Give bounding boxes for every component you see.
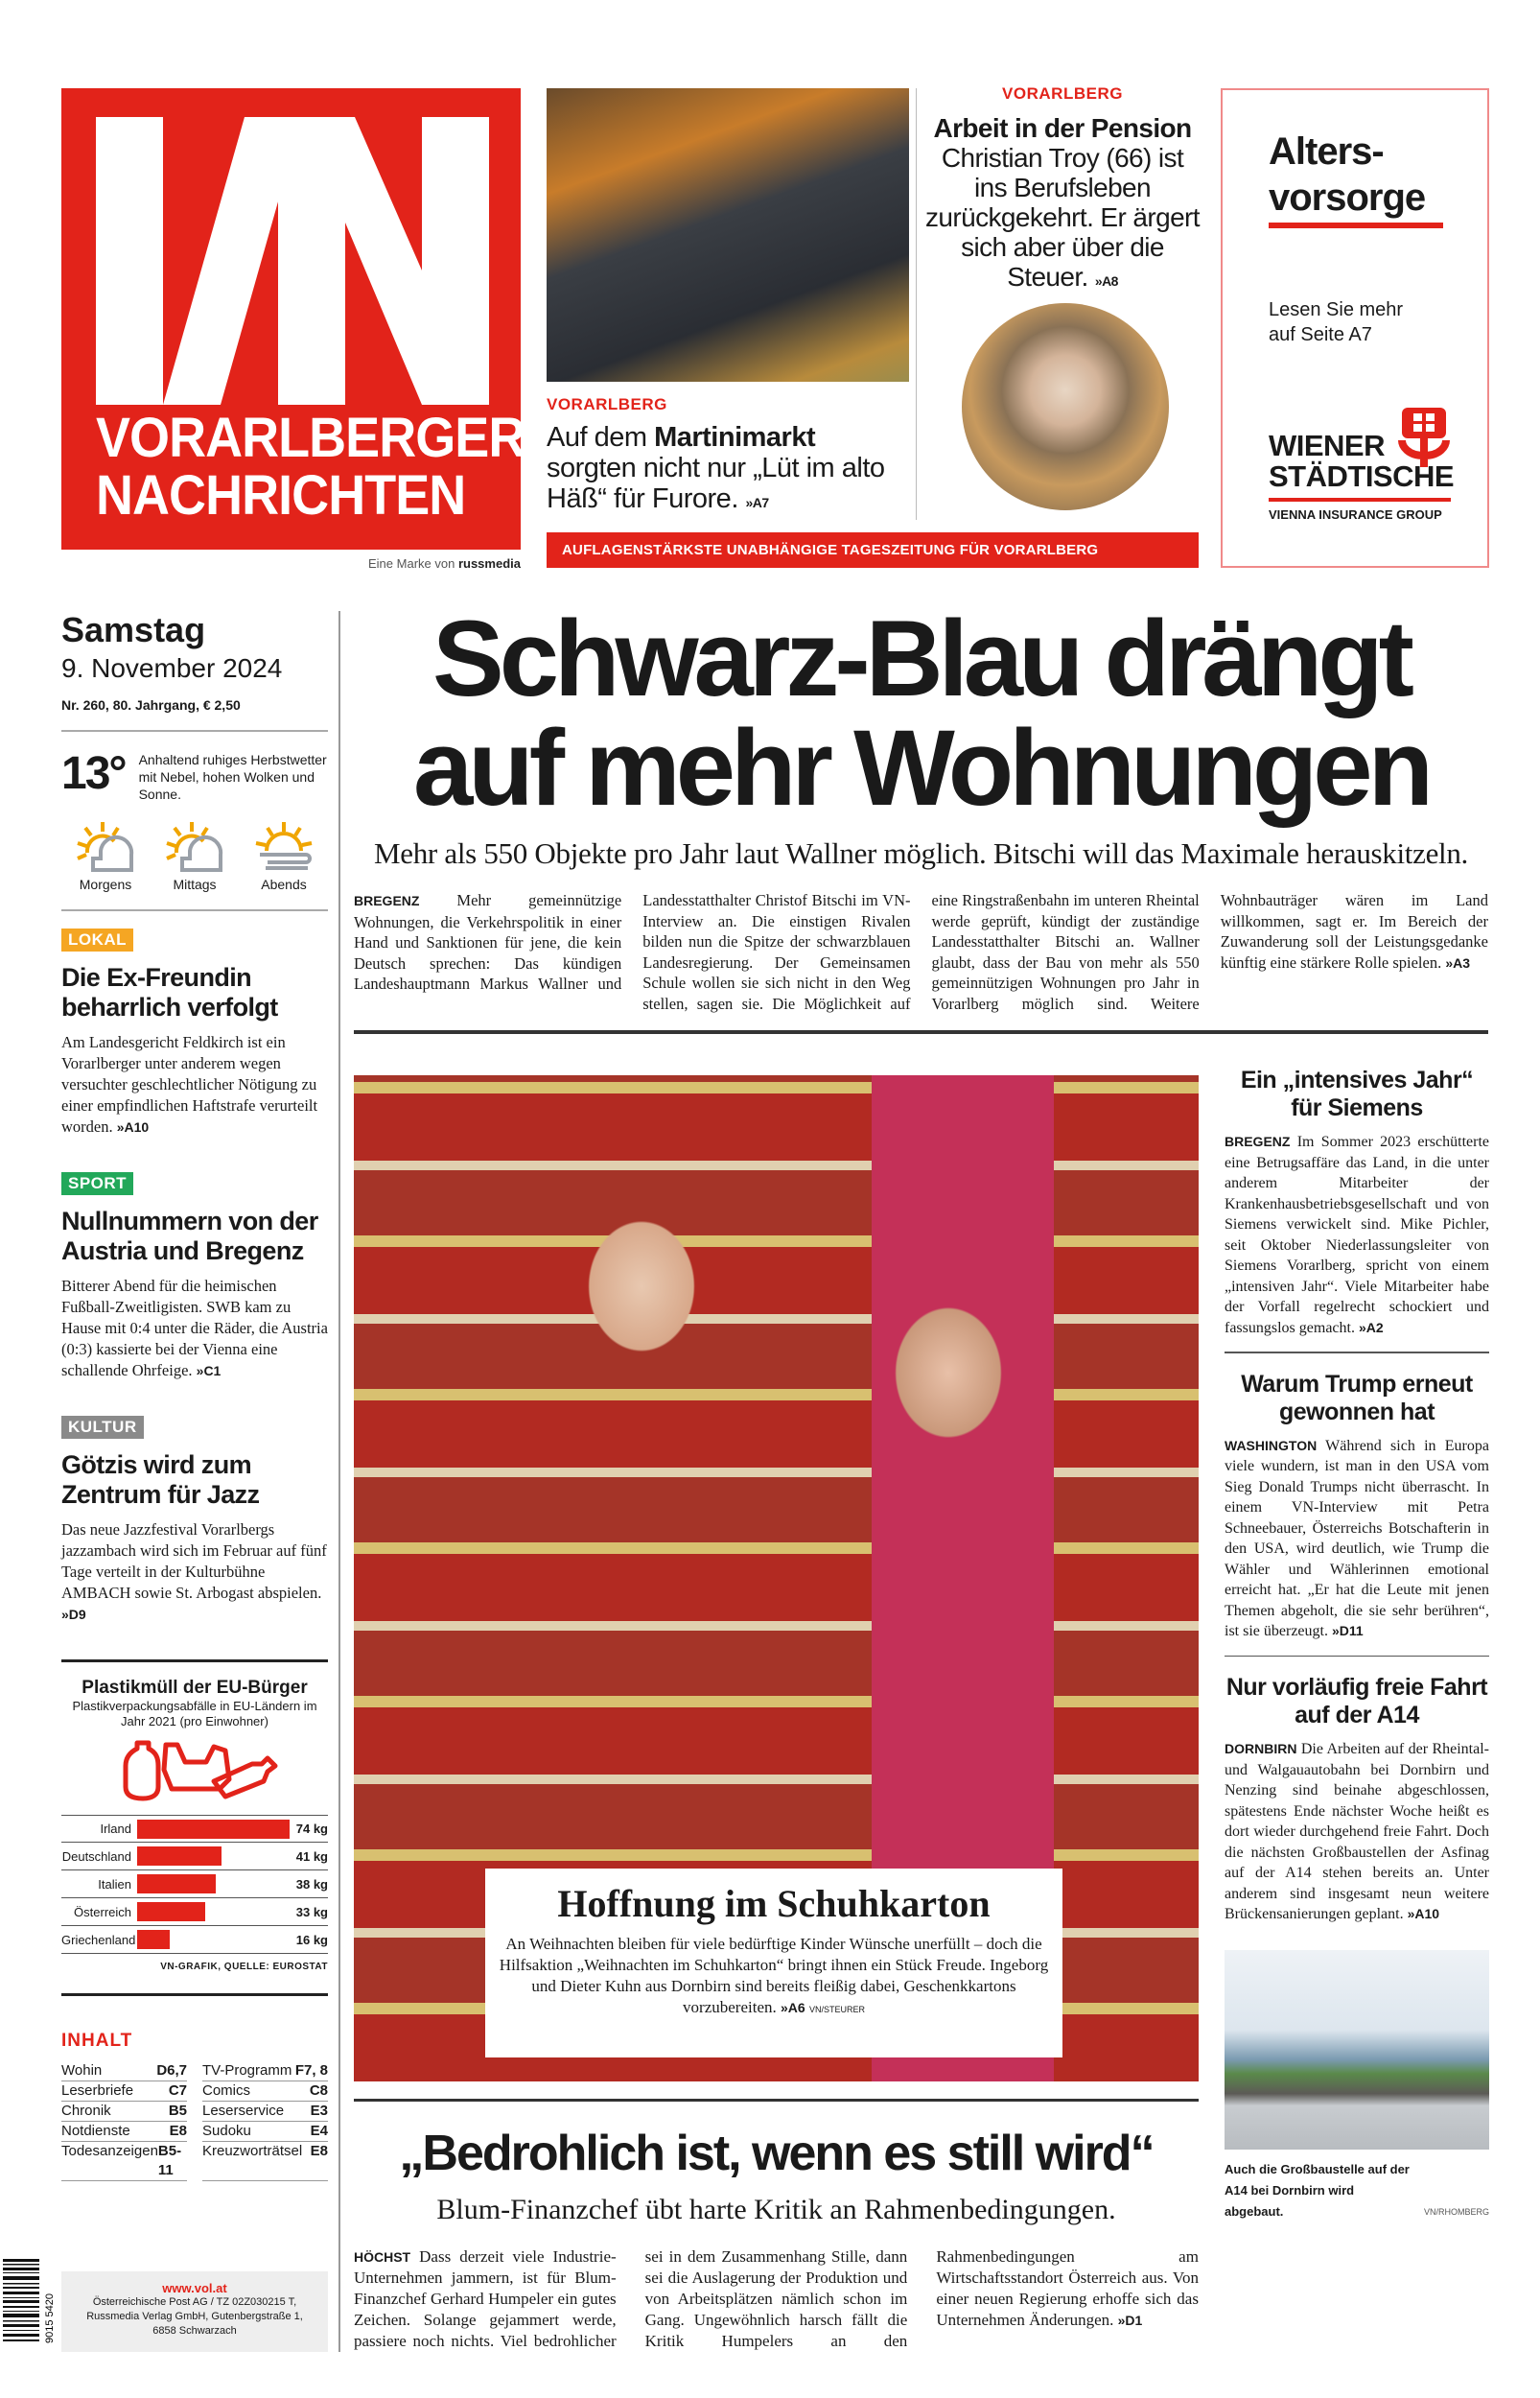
contents-item[interactable]: Wohin D6,7 [61, 2061, 187, 2081]
right-story[interactable] [1225, 1067, 1489, 1353]
barcode-icon [3, 2259, 58, 2345]
lead-subheadline: Mehr als 550 Objekte pro Jahr laut Wallner möglich. Bitschi will das Maximale herauskitzeln. [373, 836, 1469, 870]
photo-story-caption[interactable]: Hoffnung im Schuhkarton An Weihnachten bleiben für viele bedürftige Kinder Wünsche unerfüllt – doch die Hilfsaktion „Weihnachten im Schuhkarton“ bringt ihnen ein Stück Freude. Ingeborg und Dieter Kuhn aus Dornbirn sind bereits fleißig dabei, Geschenkkartons vorzubereiten. »A6 VN/STEURER [485, 1869, 1062, 2057]
contents-item[interactable]: Todesanzeigen B5-11 [61, 2142, 187, 2181]
masthead-logo[interactable] [61, 88, 525, 550]
contents-item[interactable]: Leserbriefe C7 [61, 2081, 187, 2102]
weather-mittags: Mittags [156, 820, 233, 892]
teaser-martinimarkt[interactable]: VORARLBERG Auf dem Martinimarkt sorgten nicht nur „Lüt im alto Häß“ für Furore. »A7 [547, 395, 911, 518]
masthead-line2: NACHRICHTEN [96, 464, 466, 527]
left-story-sport[interactable] [61, 1172, 328, 1381]
column-divider [338, 611, 340, 2352]
masthead-line1: VORARLBERGER [96, 407, 525, 469]
chart-row [61, 1870, 328, 1898]
teaser-pension[interactable]: VORARLBERG Arbeit in der Pension Christian Troy (66) ist ins Berufsleben zurückgekehrt. Er ärgert sich aber über die Steuer. »A8 [923, 84, 1202, 296]
weather-abends: Abends [245, 820, 322, 892]
lead-body: BREGENZ Mehr gemeinnützige Wohnungen, die Verkehrspolitik in einer Hand und Sanktionen für jene, die kein Deutsch sprechen: Das kündigen Landeshauptmann Markus Wallner und Landesstatthalter Christof Bitschi im VN-Interview an. Die einstigen Rivalen bilden nun die Spitze der schwarzblauen Landesregierung. Der Gemeinsamen Schule wollen sie sich nicht in den Weg stellen, sagen sie. Die Möglichkeit auf eine Ringstraßenbahn im unteren Rheintal werde geprüft, kündigt der zuständige Landesstatthalter Bitschi an. Wallner glaubt, dass der Bau von mehr als 550 gemeinnützigen Wohnungen pro Jahr in Vorarlberg möglich sind. Weitere Wohnbauträger wären im Land willkommen, sagt er. Im Bereich der Zuwanderung soll der Leistungsgedanke künftig eine stärkere Rolle spielen. »A3 [354, 891, 1488, 1013]
divider [354, 2099, 1199, 2102]
brand-note: Eine Marke von russmedia [368, 556, 521, 571]
bar-label: Österreich [74, 1904, 131, 1919]
weather [61, 749, 328, 803]
left-column [61, 611, 328, 2181]
story-title: Götzis wird zum Zentrum für Jazz [61, 1450, 260, 1509]
bar-value: 74 kg [295, 1822, 328, 1836]
bottom-body: HÖCHST Dass derzeit viele Industrie-Unternehmen jammern, ist für Blum-Finanzchef Gerhard Humpeler ein gutes Zeichen. Solange gejammert werde, passiere noch nichts. Viel bedrohlicher sei in dem Zusammenhang Stille, dann sei die Auslagerung der Produktion und von Arbeitsplätzen nämlich schon im Gang. Ungewöhnlich harsch fällt die Kritik Humpelers an den Rahmenbedingungen am Wirtschaftsstandort Österreich aus. Von einer neuen Regierung erhoffe sich das Unternehmen Änderungen. »D1 [354, 2247, 1199, 2350]
bar-value: 38 kg [295, 1876, 328, 1892]
vn-logo-icon [96, 117, 489, 405]
story-title: Warum Trump erneut gewonnen hat [1241, 1370, 1473, 1425]
lead-headline[interactable]: Schwarz-Blau drängt auf mehr Wohnungen [413, 599, 1429, 828]
story-title: Nullnummern von der Austria und Bregenz [61, 1207, 318, 1265]
a14-construction-photo [1225, 1950, 1489, 2150]
bar-label: Deutschland [61, 1848, 131, 1864]
weather-text: Anhaltend ruhiges Herbstwetter mit Nebel, hohen Wolken und Sonne. [138, 752, 327, 802]
bar [137, 1902, 205, 1921]
svg-text:9015 5420: 9015 5420 [44, 2293, 56, 2343]
story-title: Die Ex-Freundin beharrlich verfolgt [61, 963, 278, 1022]
story-text: Bitterer Abend für die heimischen Fußball-Zweitligisten. SWB kam zu Hause mit 0:4 unter die Räder, die Austria (0:3) kassierte bei der Vienna eine schallende Ohrfeige. »C1 [61, 1277, 328, 1379]
photo-credit: VN/RHOMBERG [1423, 2206, 1489, 2217]
contents-item[interactable]: Kreuzworträtsel E8 [202, 2142, 328, 2181]
bottom-subheadline: Blum-Finanzchef übt harte Kritik an Rahmenbedingungen. [436, 2194, 1116, 2225]
weather-morgens: Morgens [67, 820, 144, 892]
chart-row [61, 1898, 328, 1926]
bar-label: Italien [98, 1876, 131, 1892]
chart-source: VN-GRAFIK, QUELLE: EUROSTAT [160, 1962, 328, 1972]
story-text: DORNBIRN Die Arbeiten auf der Rheintal- und Walgauautobahn bei Dornbirn und Nenzing sind beinahe abgeschlossen, spätestens Ende nächster Woche heißt es dort wieder durchgehend freie Fahrt. Doch die nächsten Großbaustellen der Asfinag auf der A14 stehen bereits an. Unter anderem sind insgesamt neun weitere Brückensanierungen geplant. »A10 [1225, 1741, 1489, 1922]
bar [137, 1846, 222, 1866]
chart-row [61, 1926, 328, 1954]
section-tag: LOKAL [61, 929, 133, 952]
contents-item[interactable]: Notdienste E8 [61, 2122, 187, 2142]
bar-value: 33 kg [295, 1904, 328, 1919]
chart-subtitle: Plastikverpackungsabfälle in EU-Ländern im Jahr 2021 (pro Einwohner) [72, 1699, 317, 1728]
right-story[interactable] [1225, 1674, 1489, 1925]
plastic-waste-chart [61, 1659, 328, 1972]
chart-row [61, 1843, 328, 1870]
left-story-kultur[interactable] [61, 1416, 328, 1625]
story-text: Das neue Jazzfestival Vorarlbergs jazzambach wird sich im Februar auf fünf Tage verteilt in der Kulturbühne AMBACH sowie St. Arbogast abspielen. »D9 [61, 1520, 327, 1622]
right-story[interactable] [1225, 1371, 1489, 1657]
bar [137, 1930, 170, 1949]
wiener-staedtische-mark-icon [1398, 408, 1450, 467]
portrait-photo [962, 303, 1169, 510]
chart-row [61, 1815, 328, 1843]
left-story-lokal[interactable] [61, 929, 328, 1138]
ad-altersvorsorge[interactable]: Alters- vorsorge Lesen Sie mehr auf Seite A7 WIENER STÄDTISCHE VIENNA INSURANCE GROUP [1221, 88, 1489, 568]
martinimarkt-photo [547, 88, 909, 382]
divider [354, 1030, 1488, 1034]
story-text: BREGENZ Im Sommer 2023 erschütterte eine Betrugsaffäre das Land, in die unter anderem Mitarbeiter der Krankenhausbetriebsgesellschaft und von Siemens verwickelt sind. Mike Pichler, seit Oktober Niederlassungsleiter von Siemens Vorarlberg, spricht von einem „intensiven Jahr“. Viele Mitarbeiter habe der Vorfall regelrecht schockiert und fassungslos gemacht. »A2 [1225, 1134, 1489, 1336]
bar [137, 1874, 216, 1893]
story-title: Ein „intensives Jahr“ für Siemens [1240, 1067, 1474, 1121]
section-tag: KULTUR [61, 1416, 144, 1439]
contents-item[interactable]: Chronik B5 [61, 2102, 187, 2122]
sun-fog-icon [252, 820, 315, 874]
weekday: Samstag [61, 610, 206, 649]
sun-cloud-icon [163, 820, 226, 874]
contents-item[interactable]: Leserservice E3 [202, 2102, 328, 2122]
date: 9. November 2024 [61, 653, 283, 683]
plastic-waste-icon [108, 1735, 281, 1802]
wiener-staedtische-logo: WIENER STÄDTISCHE VIENNA INSURANCE GROUP [1269, 411, 1460, 522]
contents-item[interactable]: Comics C8 [202, 2081, 328, 2102]
chart-bars [61, 1815, 328, 1954]
footer-box: www.vol.at Österreichische Post AG / TZ 02Z030215 T, Russmedia Verlag GmbH, Gutenbergstraße 1, 6858 Schwarzach [61, 2271, 328, 2352]
right-column [1225, 1067, 1489, 2222]
table-of-contents [61, 1993, 328, 2181]
temperature: 13° [61, 748, 126, 799]
story-title: Nur vorläufig freie Fahrt auf der A14 [1225, 1674, 1488, 1728]
bar-label: Irland [100, 1822, 131, 1836]
kicker: VORARLBERG [547, 395, 667, 413]
bar-value: 16 kg [295, 1932, 328, 1947]
story-text: WASHINGTON Während sich in Europa viele wundern, ist man in den USA vom Sieg Donald Trumps nicht überrascht. In einem VN-Interview mit Petra Schneebauer, Österreichs Botschafterin in den USA, wird deutlich, wie Trump die Wähler und Wählerinnen emotional erreicht hat. „Er hat die Leute mit jenen Themen abgeholt, die sie sehr berühren“, ist sie überzeugt. »D11 [1225, 1437, 1489, 1639]
contents-item[interactable]: Sudoku E4 [202, 2122, 328, 2142]
website-link[interactable]: www.vol.at [162, 2281, 227, 2295]
contents-title: INHALT [61, 2031, 133, 2051]
photo-caption: Auch die Großbaustelle auf der A14 bei Dornbirn wird abgebaut. [1225, 2161, 1410, 2219]
bar-value: 41 kg [295, 1848, 328, 1864]
bar [137, 1820, 290, 1839]
issue-info: Nr. 260, 80. Jahrgang, € 2,50 [61, 697, 241, 713]
story-text: Am Landesgericht Feldkirch ist ein Vorarlberger unter anderem wegen versuchter geschlechtlicher Nötigung zu einer empfindlichen Haftstrafe verurteilt worden. »A10 [61, 1033, 318, 1136]
bottom-headline[interactable]: „Bedrohlich ist, wenn es still wird“ [399, 2126, 1154, 2181]
contents-item[interactable]: TV-Programm F7, 8 [202, 2061, 328, 2081]
kicker: VORARLBERG [1002, 84, 1123, 103]
bar-label: Griechenland [61, 1932, 136, 1947]
tagline-banner: AUFLAGENSTÄRKSTE UNABHÄNGIGE TAGESZEITUNG FÜR VORARLBERG [547, 532, 1199, 568]
section-tag: SPORT [61, 1172, 133, 1195]
chart-title: Plastikmüll der EU-Bürger [82, 1678, 308, 1698]
sun-cloud-icon [74, 820, 137, 874]
divider [916, 88, 917, 520]
